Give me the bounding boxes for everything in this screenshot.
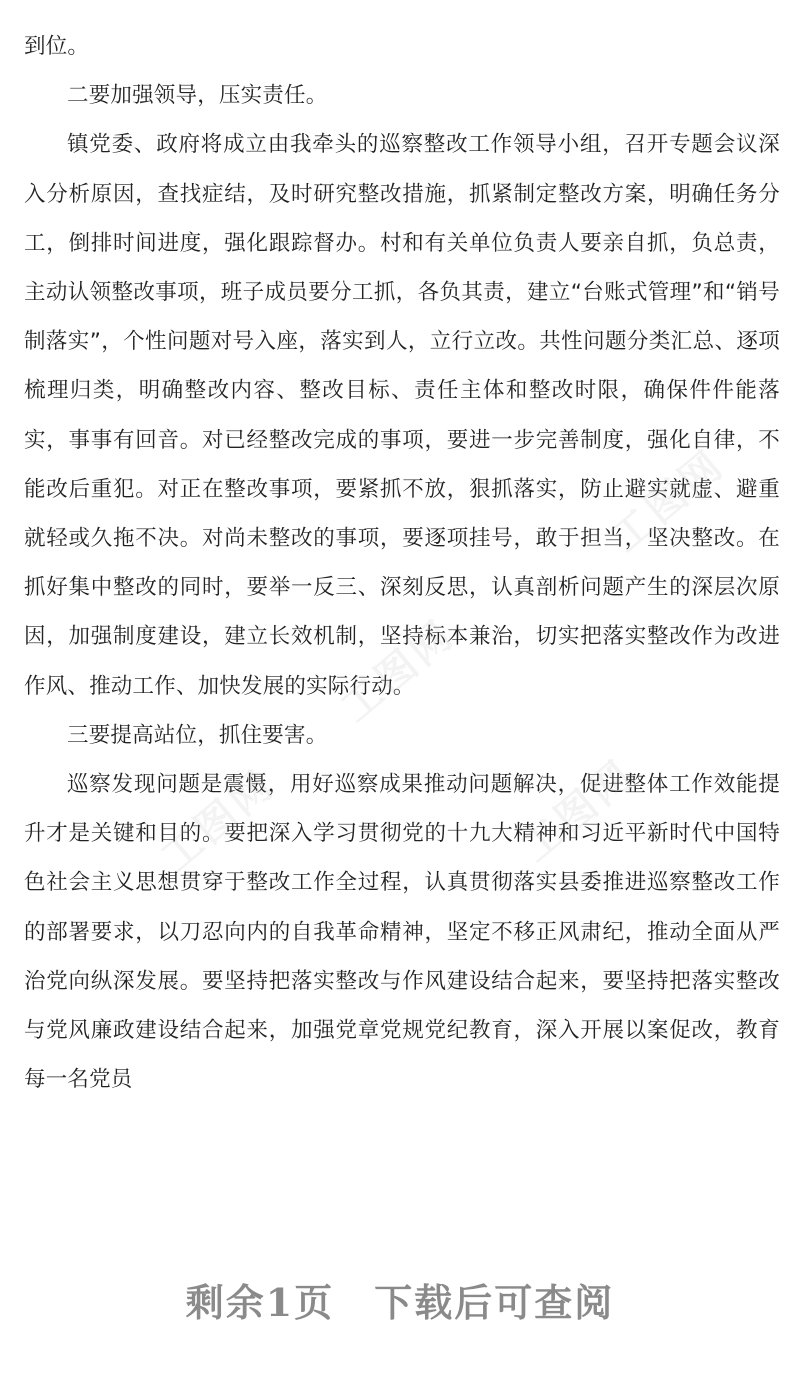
remaining-pages-label: 剩余1页 [185, 1280, 335, 1325]
watermark: 工图网 [512, 751, 644, 872]
document-body [24, 22, 780, 1104]
paragraph: 巡察发现问题是震慑，用好巡察成果推动问题解决，促进整体工作效能提升才是关键和目的。要把深入学习贯彻党的十九大精神和习近平新时代中国特色社会主义思想贯穿于整改工作全过程，认真贯彻落实县委推进巡察整改工作的部署要求，以刀忍向内的自我革命精神，坚定不移正风肃纪，推动全面从严治党向纵深发展。要坚持把落实整改与作风建设结合起来，要坚持把落实整改与党风廉政建设结合起来，加强党章党规党纪教育，深入开展以案促改，教育每一名党员 [24, 772, 780, 1093]
watermark: 工图网 [602, 441, 734, 562]
watermark: 工图网 [332, 611, 464, 732]
paragraph: 到位。 [24, 34, 90, 59]
download-to-view-label: 下载后可查阅 [374, 1280, 615, 1325]
paragraph: 镇党委、政府将成立由我牵头的巡察整改工作领导小组，召开专题会议深入分析原因，查找症结，及时研究整改措施，抓紧制定整改方案，明确任务分工，倒排时间进度，强化跟踪督办。村和有关单位负责人要亲自抓，负总责，主动认领整改事项，班子成员要分工抓，各负其责，建立“台账式管理”和“销号制落实”，个性问题对号入座，落实到人，立行立改。共性问题分类汇总、逐项梳理归类，明确整改内容、整改目标、责任主体和整改时限，确保件件能落实，事事有回音。对已经整改完成的事项，要进一步完善制度，强化自律，不能改后重犯。对正在整改事项，要紧抓不放，狠抓落实，防止避实就虚、避重就轻或久拖不决。对尚未整改的事项，要逐项挂号，敢于担当，坚决整改。在抓好集中整改的同时，要举一反三、深刻反思，认真剖析问题产生的深层次原因，加强制度建设，建立长效机制，坚持标本兼治，切实把落实整改作为改进作风、推动工作、加快发展的实际行动。 [24, 132, 780, 699]
section-heading: 二要加强领导，压实责任。 [67, 83, 328, 109]
download-prompt[interactable] [0, 1272, 800, 1327]
watermark: 工图网 [152, 761, 284, 882]
section-heading: 三要提高站位，抓住要害。 [67, 722, 328, 748]
